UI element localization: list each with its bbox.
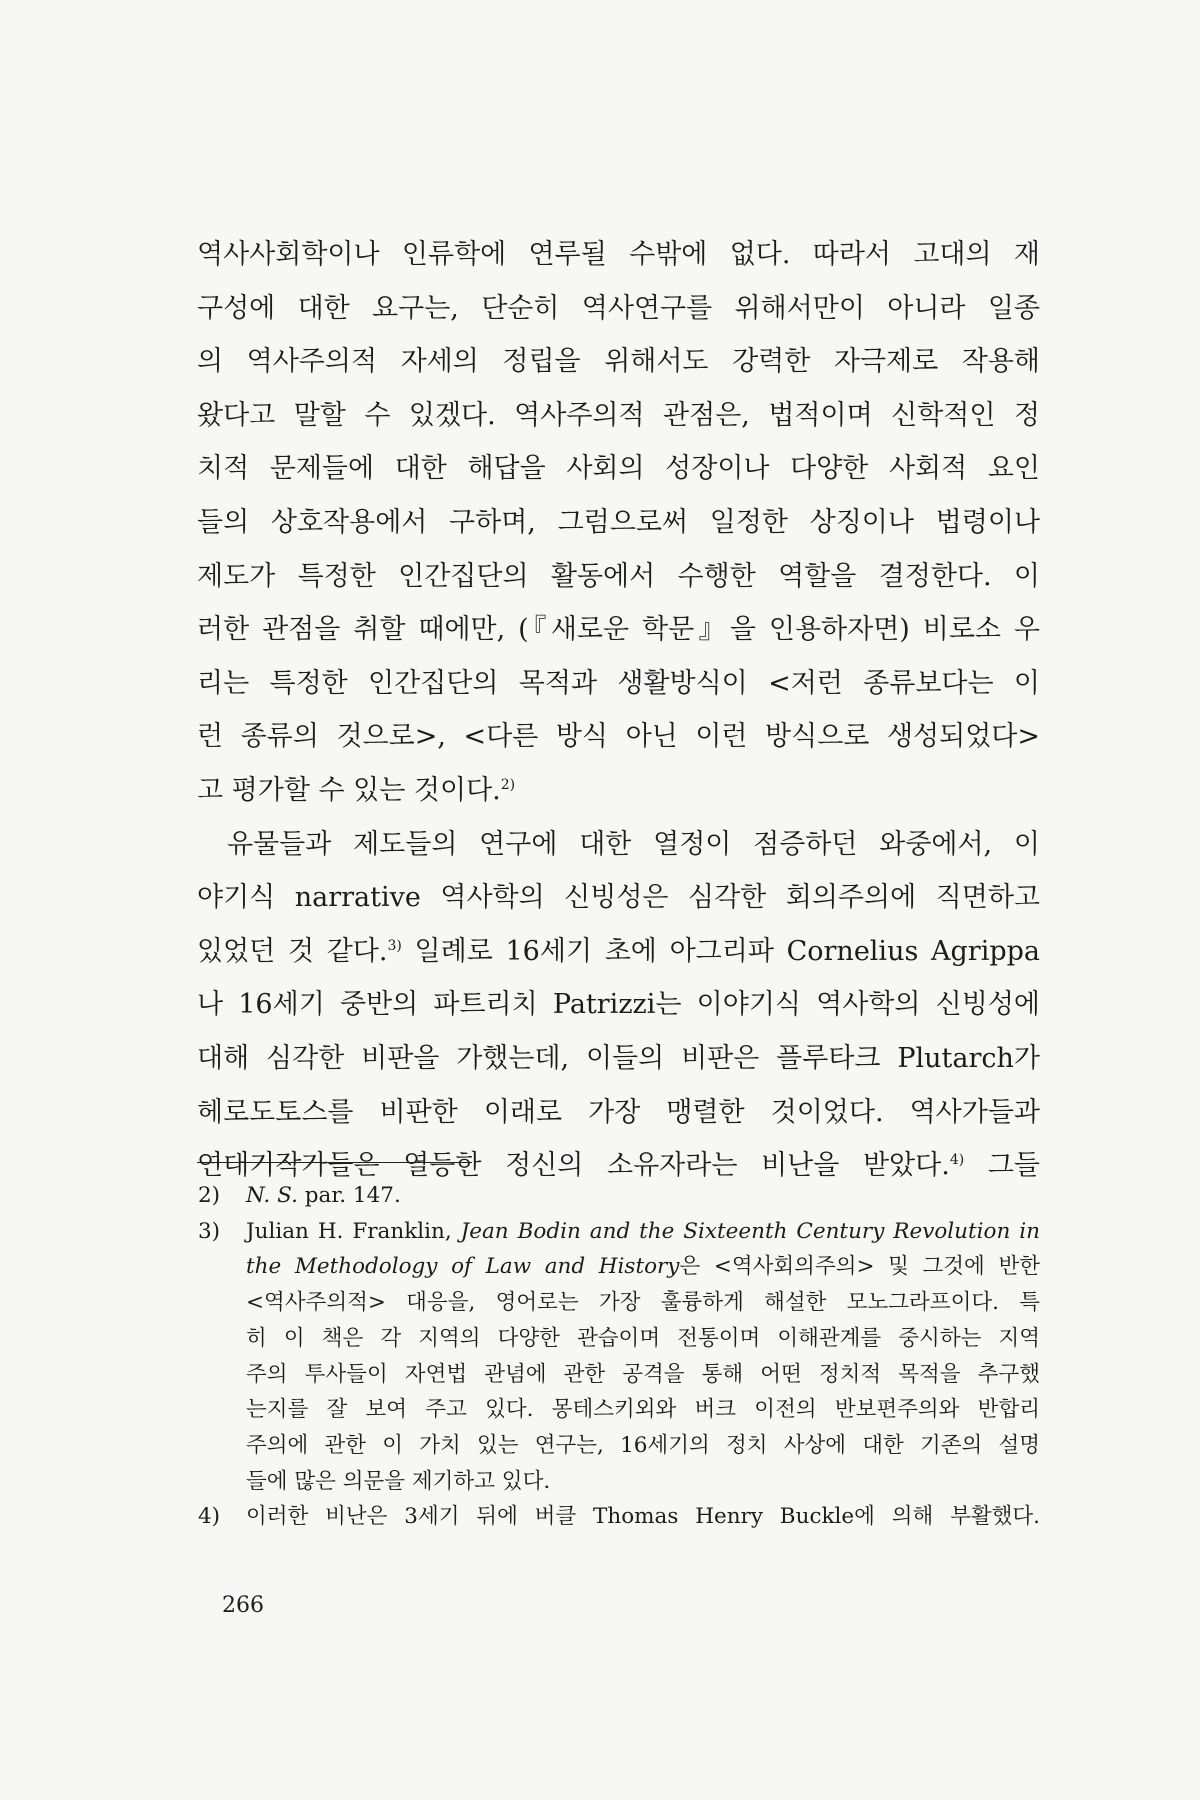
text-line (197, 764, 1040, 818)
text-line: 나 16세기 중반의 파트리치 Patrizzi는 이야기식 역사학의 신빙성에 (197, 989, 1040, 1021)
footnote-line (232, 1249, 1040, 1285)
text-line: 야기식 narrative 역사학의 신빙성은 심각한 회의주의에 직면하고 (197, 882, 1040, 914)
paragraph-start-line: 유물들과 제도들의 연구에 대한 열정이 점증하던 와중에서, 이 (227, 828, 1040, 860)
footnote-line: 는지를 잘 보여 주고 있다. 몽테스키외와 버크 이전의 반보편주의와 반합리 (246, 1397, 1040, 1423)
footnote-italic: Jean Bodin and the Sixteenth Century Revolution in (460, 1218, 1040, 1244)
footnote-italic: the Methodology of Law and History (246, 1254, 680, 1280)
footnote-number: 4) (198, 1504, 221, 1530)
footnote-line: 들에 많은 의문을 제기하고 있다. (246, 1468, 551, 1494)
text-line: 제도가 특정한 인간집단의 활동에서 수행한 역할을 결정한다. 이 (197, 560, 1040, 592)
text-line: 왔다고 말할 수 있겠다. 역사주의적 관점은, 법적이며 신학적인 정 (197, 399, 1040, 431)
footnote-italic: N. S. (246, 1183, 298, 1208)
footnote-text: par. 147. (297, 1183, 401, 1208)
footnote-text: Julian H. Franklin, (246, 1218, 461, 1244)
text-line (197, 925, 1040, 979)
footnote-line: 이러한 비난은 3세기 뒤에 버클 Thomas Henry Buckle에 의해 부활했다. (246, 1504, 1040, 1530)
text-line: 구성에 대한 요구는, 단순히 역사연구를 위해서만이 아니라 일종 (197, 292, 1040, 324)
footnote-ref-4: 4) (949, 1152, 965, 1169)
footnote-3 (198, 1214, 1040, 1500)
text-line: 러한 관점을 취할 때에만, (『새로운 학문』을 인용하자면) 비로소 우 (197, 614, 1040, 646)
footnote-4 (198, 1499, 1040, 1535)
body-text (197, 228, 1040, 1193)
text-line: 런 종류의 것으로>, <다른 방식 아닌 이런 방식으로 생성되었다> (197, 721, 1040, 753)
footnote-ref-3: 3) (387, 937, 402, 954)
footnote-line (232, 1178, 1040, 1214)
footnote-divider (197, 1162, 472, 1163)
text-line: 역사사회학이나 인류학에 연루될 수밖에 없다. 따라서 고대의 재 (197, 239, 1040, 270)
footnote-line: <역사주의적> 대응을, 영어로는 가장 훌륭하게 해설한 모노그라프이다. 특 (246, 1290, 1040, 1316)
text-segment: 일례로 16세기 초에 아그리파 Cornelius Agrippa (401, 935, 1040, 967)
text-segment: 있었던 것 같다. (197, 935, 388, 967)
text-line: 치적 문제들에 대한 해답을 사회의 성장이나 다양한 사회적 요인 (197, 453, 1040, 485)
text-segment: 그들 (964, 1150, 1041, 1182)
footnote-text: 은 <역사회의주의> 및 그것에 반한 (679, 1254, 1040, 1280)
text-line: 리는 특정한 인간집단의 목적과 생활방식이 <저런 종류보다는 이 (197, 667, 1040, 699)
text-line: 들의 상호작용에서 구하며, 그럼으로써 일정한 상징이나 법령이나 (197, 506, 1040, 538)
footnotes (198, 1178, 1040, 1535)
footnote-line: 주의에 관한 이 가치 있는 연구는, 16세기의 정치 사상에 대한 기존의 설명 (246, 1432, 1040, 1458)
text-line: 헤로도토스를 비판한 이래로 가장 맹렬한 것이었다. 역사가들과 (197, 1096, 1040, 1128)
footnote-line: 히 이 책은 각 지역의 다양한 관습이며 전통이며 이해관계를 중시하는 지역 (246, 1325, 1040, 1351)
footnote-line: 주의 투사들이 자연법 관념에 관한 공격을 통해 어떤 정치적 목적을 추구했 (246, 1361, 1040, 1387)
text-line: 의 역사주의적 자세의 정립을 위해서도 강력한 자극제로 작용해 (197, 346, 1040, 378)
page-number: 266 (222, 1593, 264, 1618)
text-line: 대해 심각한 비판을 가했는데, 이들의 비판은 플루타크 Plutarch가 (197, 1042, 1040, 1074)
footnote-number: 3) (198, 1218, 221, 1244)
footnote-line (232, 1214, 1040, 1250)
footnote-2 (198, 1178, 1040, 1214)
text-segment: 연대기작가들은 열등한 정신의 소유자라는 비난을 받았다. (197, 1150, 950, 1182)
footnote-ref-2: 2) (500, 776, 516, 793)
text-segment: 고 평가할 수 있는 것이다. (197, 774, 501, 806)
footnote-number: 2) (198, 1183, 221, 1208)
